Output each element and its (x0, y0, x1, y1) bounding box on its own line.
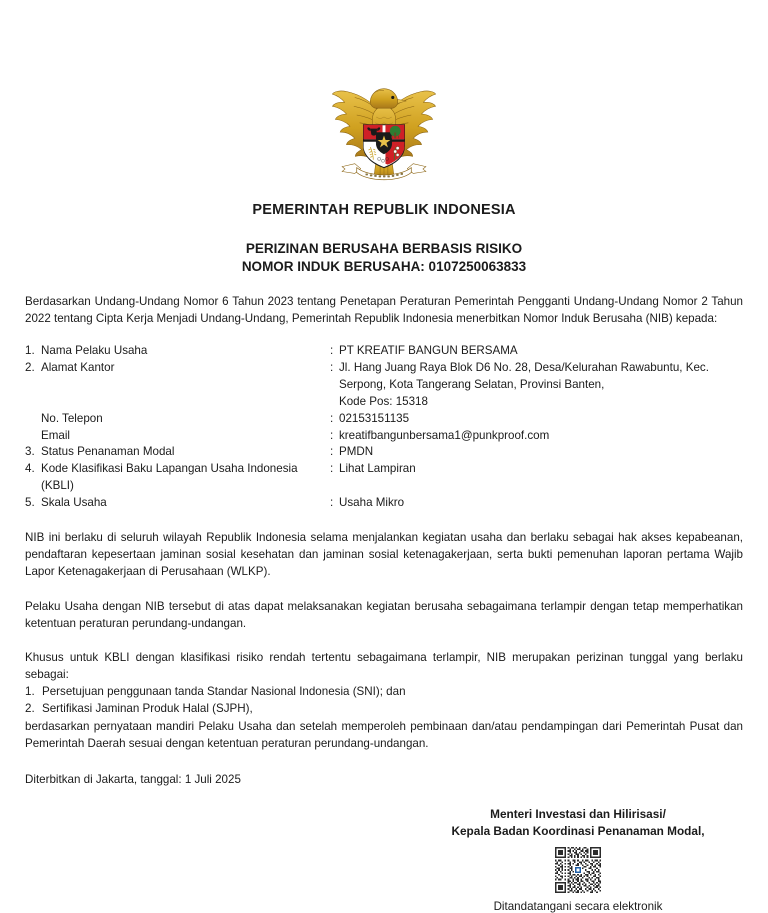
qr-code[interactable] (555, 847, 601, 893)
detail-value: Kode Pos: 15318 (339, 394, 428, 408)
detail-row-email (25, 428, 743, 445)
detail-value: 02153151135 (339, 411, 410, 425)
detail-row-alamat-kantor (25, 360, 743, 377)
detail-label: Skala Usaha (41, 496, 107, 510)
detail-number: 4. (25, 462, 35, 476)
detail-colon: : (330, 445, 334, 459)
detail-colon: : (330, 360, 334, 374)
signature-note: Ditandatangani secara elektronik (493, 899, 663, 913)
signature-block (25, 806, 743, 913)
issued-line: Diterbitkan di Jakarta, tanggal: 1 Juli 2025 (25, 772, 241, 786)
activity-paragraph: Pelaku Usaha dengan NIB tersebut di atas dapat melaksanakan kegiatan berusaha sebagaimana terlampir dengan tetap memperhatikan ketentuan peraturan perundang-undangan. (25, 599, 743, 630)
emblem-container (25, 0, 743, 190)
detail-label: No. Telepon (41, 411, 103, 425)
detail-row-nama-pelaku-usaha (25, 343, 743, 360)
detail-value: PT KREATIF BANGUN BERSAMA (339, 343, 518, 357)
detail-number: 2. (25, 360, 35, 374)
list-item-number: 2. (25, 702, 35, 716)
detail-value: Usaha Mikro (339, 496, 405, 510)
detail-number: 5. (25, 496, 35, 510)
detail-colon: : (330, 462, 334, 476)
document-subtitle (25, 240, 743, 276)
list-item-label: Persetujuan penggunaan tanda Standar Nasional Indonesia (SNI); dan (42, 685, 406, 699)
detail-value: Serpong, Kota Tangerang Selatan, Provinsi Banten, (339, 377, 605, 391)
detail-label: Status Penanaman Modal (41, 445, 175, 459)
detail-label: Email (41, 428, 70, 442)
subtitle-line-2: NOMOR INDUK BERUSAHA: 0107250063833 (241, 258, 527, 274)
detail-colon: : (330, 496, 334, 510)
subtitle-line-1: PERIZINAN BERUSAHA BERBASIS RISIKO (245, 241, 523, 256)
list-item-label: Sertifikasi Jaminan Produk Halal (SJPH), (42, 702, 253, 716)
detail-label: Nama Pelaku Usaha (41, 343, 148, 357)
detail-value: Lihat Lampiran (339, 462, 416, 476)
detail-row-alamat-line-2 (25, 377, 743, 394)
garuda-pancasila-emblem (325, 78, 443, 190)
page-title: PEMERINTAH REPUBLIK INDONESIA (252, 202, 516, 218)
detail-label: Alamat Kantor (41, 360, 115, 374)
detail-row-skala-usaha (25, 495, 743, 512)
detail-row-status-penanaman-modal (25, 444, 743, 461)
special-closing-paragraph: berdasarkan pernyataan mandiri Pelaku Usaha dan setelah memperoleh pembinaan dan/atau pendampingan dari Pemerintah Pusat dan Pemerintah Daerah sesuai dengan ketentuan peraturan perundang-undangan. (25, 719, 743, 750)
validity-paragraph: NIB ini berlaku di seluruh wilayah Republik Indonesia selama menjalankan kegiatan usaha dan berlaku sebagai hak akses kepabeanan, pendaftaran kepesertaan jaminan sosial kesehatan dan jaminan sosial ketenagakerjaan, serta bukti pemenuhan laporan pertama Wajib Lapor Ketenagakerjaan di Perusahaan (WLKP). (25, 531, 743, 579)
detail-row-kode-pos (25, 394, 743, 411)
signatory-title-line-1: Menteri Investasi dan Hilirisasi/ (490, 807, 666, 822)
list-item (25, 683, 743, 700)
signatory-title (413, 806, 743, 840)
business-details (25, 343, 743, 512)
list-item (25, 700, 743, 717)
list-item-number: 1. (25, 685, 35, 699)
detail-value: kreatifbangunbersama1@punkproof.com (339, 428, 550, 442)
detail-value: Jl. Hang Juang Raya Blok D6 No. 28, Desa/Kelurahan Rawabuntu, Kec. (339, 360, 709, 374)
detail-colon: : (330, 411, 334, 425)
detail-label: Kode Klasifikasi Baku Lapangan Usaha Indonesia (41, 462, 298, 476)
detail-label: (KBLI) (41, 479, 74, 493)
detail-row-no-telepon (25, 411, 743, 428)
detail-colon: : (330, 343, 334, 357)
signatory-title-line-2: Kepala Badan Koordinasi Penanaman Modal, (451, 823, 705, 838)
detail-colon: : (330, 428, 334, 442)
detail-row-kbli (25, 461, 743, 478)
special-list (25, 683, 743, 717)
detail-number: 3. (25, 445, 35, 459)
detail-value: PMDN (339, 445, 374, 459)
intro-paragraph: Berdasarkan Undang-Undang Nomor 6 Tahun 2023 tentang Penetapan Peraturan Pemerintah Pengganti Undang-Undang Nomor 2 Tahun 2022 tentang Cipta Kerja Menjadi Undang-Undang, Pemerintah Republik Indonesia menerbitkan Nomor Induk Berusaha (NIB) kepada: (25, 294, 743, 325)
special-paragraph: Khusus untuk KBLI dengan klasifikasi risiko rendah tertentu sebagaimana terlampir, NIB merupakan perizinan tunggal yang berlaku sebagai: (25, 650, 743, 682)
detail-number: 1. (25, 343, 35, 357)
detail-row-kbli-line-2 (25, 478, 743, 495)
